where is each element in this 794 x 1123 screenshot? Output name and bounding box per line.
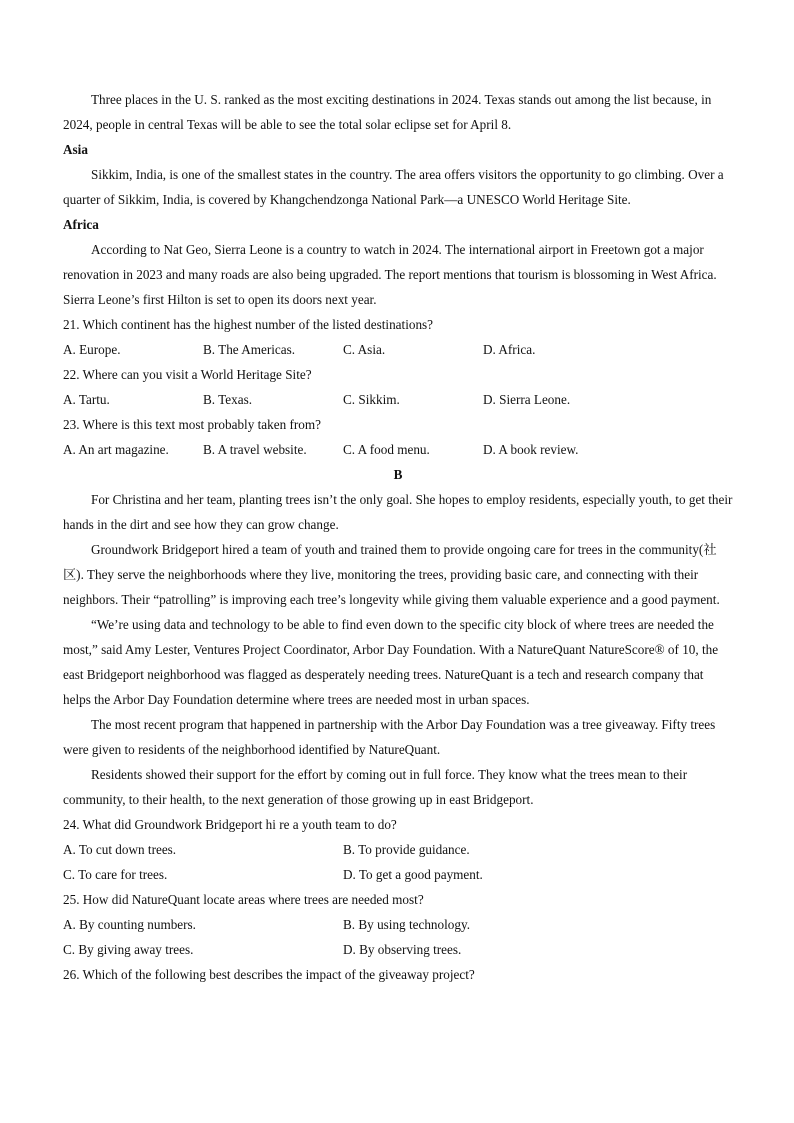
option: D. A book review. xyxy=(483,442,579,457)
africa-paragraph: According to Nat Geo, Sierra Leone is a country to watch in 2024. The international airport in Freetown got a major renovation in 2023 and many roads are also being upgraded. The report mentions that tourism is blossoming in West Africa. Sierra Leone’s first Hilton is set to open its doors next year. xyxy=(63,242,717,307)
option: C. A food menu. xyxy=(343,442,430,457)
question-23-stem: 23. Where is this text most probably taken from? xyxy=(63,417,321,432)
question-22-options xyxy=(63,387,733,412)
question-25-options xyxy=(63,937,733,962)
option: A. Europe. xyxy=(63,342,121,357)
option: B. A travel website. xyxy=(203,442,307,457)
option: A. To cut down trees. xyxy=(63,842,177,857)
intro-paragraph: Three places in the U. S. ranked as the most exciting destinations in 2024. Texas stands out among the list because, in 2024, people in central Texas will be able to see the total solar eclipse set for April 8. xyxy=(63,92,712,132)
question-21-options xyxy=(63,337,733,362)
option: B. To provide guidance. xyxy=(343,842,470,857)
option: A. By counting numbers. xyxy=(63,917,196,932)
question-25-stem: 25. How did NatureQuant locate areas where trees are needed most? xyxy=(63,892,424,907)
option: B. The Americas. xyxy=(203,342,296,357)
option: D. By observing trees. xyxy=(343,942,462,957)
question-21-stem: 21. Which continent has the highest number of the listed destinations? xyxy=(63,317,434,332)
option: D. To get a good payment. xyxy=(343,867,483,882)
question-26-stem: 26. Which of the following best describes the impact of the giveaway project? xyxy=(63,967,475,982)
option: C. To care for trees. xyxy=(63,867,168,882)
africa-heading: Africa xyxy=(63,217,99,232)
question-24-stem: 24. What did Groundwork Bridgeport hi re a youth team to do? xyxy=(63,817,397,832)
option: D. Africa. xyxy=(483,342,536,357)
section-b-label: B xyxy=(393,467,403,482)
exam-page xyxy=(63,87,733,987)
question-22-stem: 22. Where can you visit a World Heritage Site? xyxy=(63,367,312,382)
section-b-paragraph: Groundwork Bridgeport hired a team of youth and trained them to provide ongoing care for trees in the community(社区). They serve the neighborhoods where they live, monitoring the trees, providing basic care, and connecting with their neighbors. Their “patrolling” is improving each tree’s longevity while giving them valuable experience and a good payment. xyxy=(63,542,720,607)
option: B. Texas. xyxy=(203,392,253,407)
option: A. An art magazine. xyxy=(63,442,169,457)
section-b-paragraph: The most recent program that happened in partnership with the Arbor Day Foundation was a tree giveaway. Fifty trees were given to residents of the neighborhood identified by NatureQuant. xyxy=(63,717,716,757)
option: C. Asia. xyxy=(343,342,386,357)
option: B. By using technology. xyxy=(343,917,470,932)
option: C. By giving away trees. xyxy=(63,942,194,957)
option: D. Sierra Leone. xyxy=(483,392,571,407)
option: A. Tartu. xyxy=(63,392,110,407)
question-25-options xyxy=(63,912,733,937)
section-b-paragraph: For Christina and her team, planting trees isn’t the only goal. She hopes to employ residents, especially youth, to get their hands in the dirt and see how they can grow change. xyxy=(63,492,733,532)
section-b-paragraph: “We’re using data and technology to be able to find even down to the specific city block of where trees are needed the most,” said Amy Lester, Ventures Project Coordinator, Arbor Day Foundation. With a NatureQuant NatureScore® of 10, the east Bridgeport neighborhood was flagged as desperately needing trees. NatureQuant is a tech and research company that helps the Arbor Day Foundation determine where trees are needed most in urban spaces. xyxy=(63,617,719,707)
asia-paragraph: Sikkim, India, is one of the smallest states in the country. The area offers visitors the opportunity to go climbing. Over a quarter of Sikkim, India, is covered by Khangchendzonga National Park—a UNESCO World Heritage Site. xyxy=(63,167,724,207)
question-24-options xyxy=(63,862,733,887)
section-b-paragraph: Residents showed their support for the effort by coming out in full force. They know what the trees mean to their community, to their health, to the next generation of those growing up in east Bridgeport. xyxy=(63,767,688,807)
question-24-options xyxy=(63,837,733,862)
question-23-options xyxy=(63,437,733,462)
asia-heading: Asia xyxy=(63,142,88,157)
option: C. Sikkim. xyxy=(343,392,400,407)
